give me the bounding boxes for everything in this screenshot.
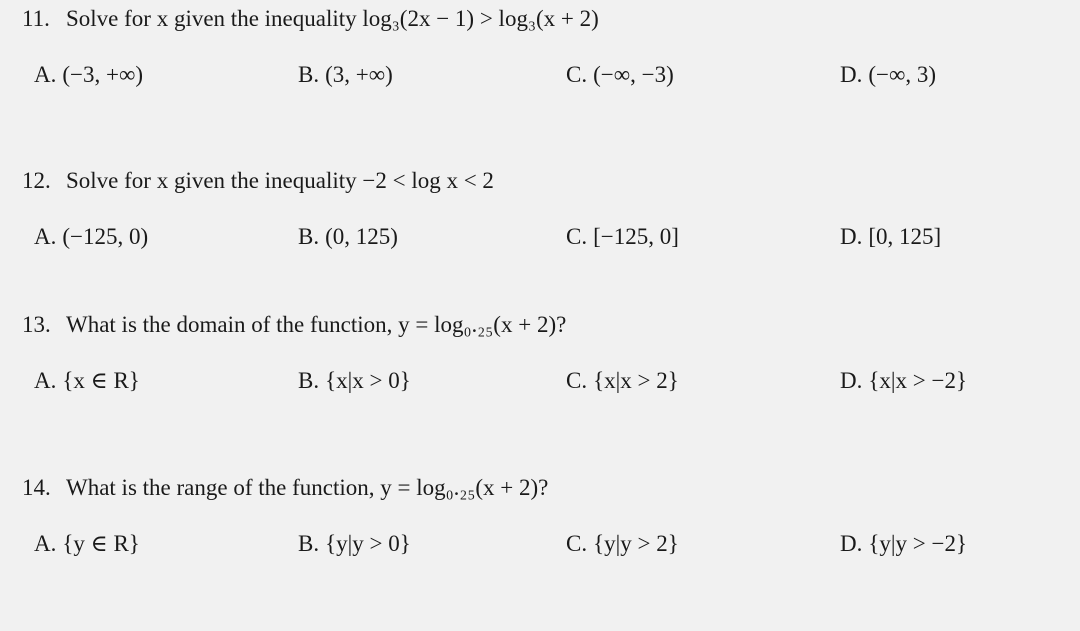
option-text: {x|x > 2}	[593, 368, 679, 393]
option-text: (3, +∞)	[325, 62, 393, 87]
answer-options	[22, 60, 1062, 92]
option-letter: C.	[566, 531, 588, 556]
option-letter: B.	[298, 368, 320, 393]
option-c[interactable]	[566, 222, 679, 252]
question-text: Solve for x given the inequality log₃(2x − 1) > log₃(x + 2)	[66, 6, 599, 31]
option-b[interactable]	[298, 222, 398, 252]
option-text: {x|x > 0}	[325, 368, 411, 393]
option-text: [−125, 0]	[593, 224, 679, 249]
option-text: (−125, 0)	[62, 224, 149, 249]
question-number: 13.	[22, 312, 51, 337]
option-c[interactable]	[566, 529, 679, 559]
question-text: What is the range of the function, y = log₀.₂₅(x + 2)?	[66, 475, 549, 500]
question-number: 12.	[22, 168, 51, 193]
option-text: {y ∈ R}	[62, 531, 140, 556]
option-c[interactable]	[566, 60, 674, 90]
option-text: {y|y > −2}	[868, 531, 968, 556]
option-text: {y|y > 0}	[325, 531, 411, 556]
option-text: (−3, +∞)	[62, 62, 144, 87]
option-b[interactable]	[298, 60, 393, 90]
option-text: {y|y > 2}	[593, 531, 679, 556]
question-12	[22, 166, 1062, 254]
question-stem	[22, 473, 1062, 503]
option-b[interactable]	[298, 366, 411, 396]
question-stem	[22, 4, 1062, 34]
question-stem	[22, 310, 1062, 340]
option-a[interactable]	[34, 60, 143, 90]
option-letter: B.	[298, 531, 320, 556]
option-text: (−∞, −3)	[593, 62, 674, 87]
question-number: 11.	[22, 6, 50, 31]
question-number: 14.	[22, 475, 51, 500]
option-c[interactable]	[566, 366, 679, 396]
option-letter: A.	[34, 224, 57, 249]
option-b[interactable]	[298, 529, 411, 559]
option-letter: A.	[34, 531, 57, 556]
option-letter: D.	[840, 531, 863, 556]
option-text: [0, 125]	[868, 224, 942, 249]
question-14	[22, 473, 1062, 561]
option-d[interactable]	[840, 60, 936, 90]
option-letter: B.	[298, 224, 320, 249]
option-text: (0, 125)	[325, 224, 398, 249]
answer-options	[22, 529, 1062, 561]
option-a[interactable]	[34, 529, 140, 559]
option-letter: C.	[566, 62, 588, 87]
question-11	[22, 4, 1062, 92]
option-letter: C.	[566, 368, 588, 393]
option-d[interactable]	[840, 529, 967, 559]
option-d[interactable]	[840, 366, 967, 396]
option-letter: D.	[840, 62, 863, 87]
option-a[interactable]	[34, 366, 140, 396]
option-letter: B.	[298, 62, 320, 87]
answer-options	[22, 366, 1062, 398]
option-text: {x|x > −2}	[868, 368, 968, 393]
question-text: Solve for x given the inequality −2 < log x < 2	[66, 168, 494, 193]
option-letter: A.	[34, 368, 57, 393]
option-a[interactable]	[34, 222, 148, 252]
option-text: {x ∈ R}	[62, 368, 140, 393]
question-text: What is the domain of the function, y = log₀.₂₅(x + 2)?	[66, 312, 567, 337]
option-letter: C.	[566, 224, 588, 249]
question-stem	[22, 166, 1062, 196]
option-letter: D.	[840, 224, 863, 249]
option-letter: A.	[34, 62, 57, 87]
answer-options	[22, 222, 1062, 254]
option-d[interactable]	[840, 222, 941, 252]
option-letter: D.	[840, 368, 863, 393]
question-13	[22, 310, 1062, 398]
option-text: (−∞, 3)	[868, 62, 937, 87]
